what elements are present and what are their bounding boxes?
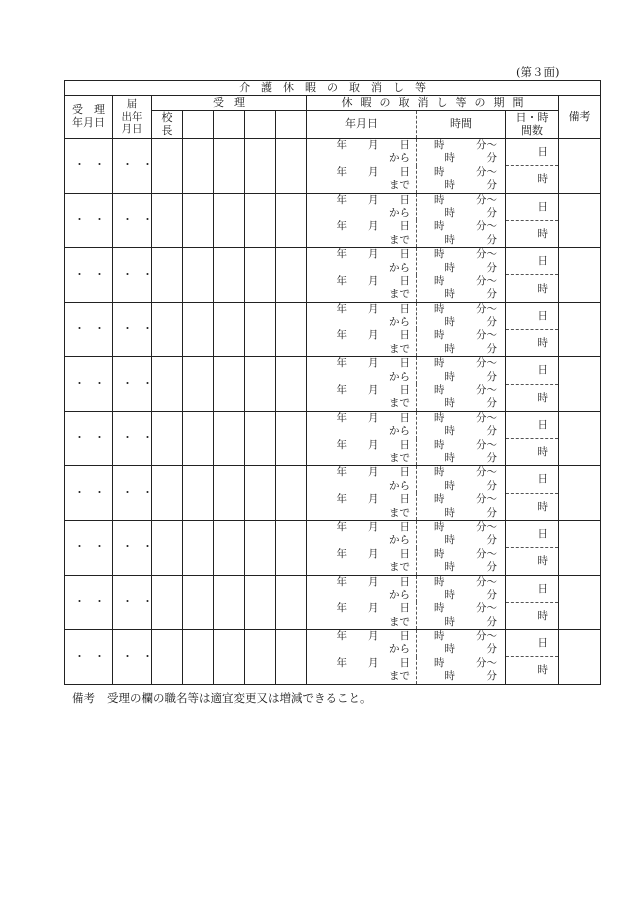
days-count-cell[interactable]: 日 (506, 520, 559, 547)
period-time-cell[interactable] (417, 575, 506, 630)
header-approver-blank (183, 111, 214, 139)
period-date-cell[interactable] (307, 630, 417, 685)
date-from-line: 年 月 日 (336, 411, 410, 424)
period-time-cell[interactable] (417, 248, 506, 303)
header-received-date: 受 理 年月日 (65, 96, 113, 139)
time-to-line: 時 分～ (434, 493, 497, 506)
remarks-cell[interactable] (559, 302, 601, 357)
remarks-cell[interactable] (559, 139, 601, 194)
table-row (65, 248, 601, 275)
hours-count-cell[interactable]: 時 (506, 275, 559, 302)
footnote (72, 690, 372, 706)
period-time-cell[interactable] (417, 630, 506, 685)
date-from-line: 年 月 日 (336, 630, 410, 643)
received-date-cell[interactable]: ・・ (65, 520, 113, 575)
time-to-line: 時 分～ (434, 274, 497, 287)
time-from-end: 時 分 (444, 152, 497, 165)
submitted-date-cell[interactable]: ・・ (113, 302, 152, 357)
approver-stamp-cell[interactable] (245, 520, 276, 575)
table-row (65, 411, 601, 438)
remarks-cell[interactable] (559, 630, 601, 685)
header-approver-blank (245, 111, 276, 139)
received-date-cell[interactable]: ・・ (65, 575, 113, 630)
period-time-cell[interactable] (417, 302, 506, 357)
date-from-line: 年 月 日 (336, 357, 410, 370)
date-from-suffix: から (389, 152, 410, 165)
time-from-line: 時 分～ (434, 248, 497, 261)
submitted-date-cell[interactable]: ・・ (113, 248, 152, 303)
date-to-suffix: まで (389, 451, 410, 464)
table-row (65, 466, 601, 493)
approver-stamp-cell[interactable] (183, 630, 214, 685)
time-to-end: 時 分 (444, 615, 497, 628)
table-row (65, 302, 601, 329)
date-to-suffix: まで (389, 233, 410, 246)
header-time: 時間 (417, 111, 506, 139)
time-from-end: 時 分 (444, 370, 497, 383)
days-count-cell[interactable]: 日 (506, 139, 559, 166)
approver-stamp-cell[interactable] (214, 575, 245, 630)
date-to-line: 年 月 日 (336, 438, 410, 451)
approver-stamp-cell[interactable] (214, 630, 245, 685)
received-date-cell[interactable]: ・・ (65, 630, 113, 685)
period-date-cell[interactable] (307, 466, 417, 521)
table-row (65, 193, 601, 220)
hours-count-cell[interactable]: 時 (506, 439, 559, 466)
approver-stamp-cell[interactable] (214, 248, 245, 303)
period-time-cell[interactable] (417, 411, 506, 466)
period-time-cell[interactable] (417, 139, 506, 194)
submitted-date-cell[interactable]: ・・ (113, 520, 152, 575)
header-submitted-date: 届 出年 月日 (113, 96, 152, 139)
received-date-cell[interactable]: ・・ (65, 466, 113, 521)
approver-stamp-cell[interactable] (183, 575, 214, 630)
approver-stamp-cell[interactable] (245, 466, 276, 521)
submitted-date-cell[interactable]: ・・ (113, 193, 152, 248)
approver-stamp-cell[interactable] (276, 139, 307, 194)
hours-count-cell[interactable]: 時 (506, 384, 559, 411)
date-from-line: 年 月 日 (336, 520, 410, 533)
date-to-line: 年 月 日 (336, 329, 410, 342)
approver-stamp-cell[interactable] (276, 630, 307, 685)
table-row (65, 520, 601, 547)
time-from-end: 時 分 (444, 534, 497, 547)
approver-stamp-cell[interactable] (276, 302, 307, 357)
remarks-cell[interactable] (559, 357, 601, 412)
header-remarks: 備考 (559, 96, 601, 139)
date-to-line: 年 月 日 (336, 220, 410, 233)
remarks-cell[interactable] (559, 575, 601, 630)
days-count-cell[interactable]: 日 (506, 248, 559, 275)
approver-stamp-cell[interactable] (214, 466, 245, 521)
header-period: 休暇の取消し等の期間 (307, 96, 559, 111)
approver-stamp-cell[interactable] (183, 520, 214, 575)
approver-stamp-cell[interactable] (276, 193, 307, 248)
period-date-cell[interactable] (307, 193, 417, 248)
remarks-cell[interactable] (559, 411, 601, 466)
date-to-line: 年 月 日 (336, 274, 410, 287)
date-from-suffix: から (389, 316, 410, 329)
received-date-cell[interactable]: ・・ (65, 302, 113, 357)
date-from-suffix: から (389, 425, 410, 438)
date-from-suffix: から (389, 643, 410, 656)
date-from-suffix: から (389, 370, 410, 383)
header-days-hours: 日・時 間数 (506, 111, 559, 139)
table-title: 介護休暇の取消し等 (65, 81, 601, 96)
approver-stamp-cell[interactable] (214, 520, 245, 575)
submitted-date-cell[interactable]: ・・ (113, 575, 152, 630)
period-date-cell[interactable] (307, 302, 417, 357)
received-date-cell[interactable]: ・・ (65, 357, 113, 412)
approver-stamp-cell[interactable] (245, 357, 276, 412)
time-from-line: 時 分～ (434, 411, 497, 424)
table-row (65, 575, 601, 602)
period-date-cell[interactable] (307, 248, 417, 303)
date-to-line: 年 月 日 (336, 656, 410, 669)
approver-stamp-cell[interactable] (183, 193, 214, 248)
time-from-end: 時 分 (444, 643, 497, 656)
received-date-cell[interactable]: ・・ (65, 139, 113, 194)
days-count-cell[interactable]: 日 (506, 466, 559, 493)
approver-stamp-cell[interactable] (214, 357, 245, 412)
remarks-cell[interactable] (559, 520, 601, 575)
footnote-text: 受理の欄の職名等は適宜変更又は増減できること。 (107, 691, 372, 705)
approver-stamp-cell[interactable] (214, 302, 245, 357)
approver-stamp-cell[interactable] (276, 411, 307, 466)
time-to-line: 時 分～ (434, 220, 497, 233)
date-to-line: 年 月 日 (336, 547, 410, 560)
approver-stamp-cell[interactable] (245, 630, 276, 685)
hours-count-cell[interactable]: 時 (506, 166, 559, 193)
period-date-cell[interactable] (307, 520, 417, 575)
approver-stamp-cell[interactable] (245, 575, 276, 630)
date-from-line: 年 月 日 (336, 248, 410, 261)
approver-stamp-cell[interactable] (214, 411, 245, 466)
hours-count-cell[interactable]: 時 (506, 220, 559, 247)
time-from-end: 時 分 (444, 479, 497, 492)
page-number: (第３面) (516, 65, 560, 79)
date-to-suffix: まで (389, 561, 410, 574)
date-from-line: 年 月 日 (336, 575, 410, 588)
date-to-suffix: まで (389, 288, 410, 301)
time-from-line: 時 分～ (434, 139, 497, 151)
date-to-suffix: まで (389, 342, 410, 355)
table-row (65, 139, 601, 166)
period-time-cell[interactable] (417, 357, 506, 412)
time-from-end: 時 分 (444, 206, 497, 219)
approver-stamp-cell[interactable] (245, 193, 276, 248)
approver-stamp-cell[interactable] (245, 302, 276, 357)
time-from-line: 時 分～ (434, 630, 497, 643)
hours-count-cell[interactable]: 時 (506, 657, 559, 684)
hours-count-cell[interactable]: 時 (506, 329, 559, 356)
period-time-cell[interactable] (417, 520, 506, 575)
approver-stamp-cell[interactable] (183, 357, 214, 412)
header-approver-blank (214, 111, 245, 139)
time-from-line: 時 分～ (434, 193, 497, 206)
date-from-suffix: から (389, 588, 410, 601)
submitted-date-cell[interactable]: ・・ (113, 411, 152, 466)
submitted-date-cell[interactable]: ・・ (113, 630, 152, 685)
date-to-suffix: まで (389, 615, 410, 628)
date-from-line: 年 月 日 (336, 302, 410, 315)
time-from-line: 時 分～ (434, 520, 497, 533)
approver-stamp-cell[interactable] (183, 248, 214, 303)
approver-stamp-cell[interactable] (245, 139, 276, 194)
days-count-cell[interactable]: 日 (506, 357, 559, 384)
header-principal: 校 長 (152, 111, 183, 139)
remarks-cell[interactable] (559, 466, 601, 521)
received-date-cell[interactable]: ・・ (65, 248, 113, 303)
period-time-cell[interactable] (417, 193, 506, 248)
submitted-date-cell[interactable]: ・・ (113, 466, 152, 521)
date-from-suffix: から (389, 534, 410, 547)
time-to-end: 時 分 (444, 561, 497, 574)
table-row (65, 357, 601, 384)
approver-stamp-cell[interactable] (183, 466, 214, 521)
date-from-line: 年 月 日 (336, 139, 410, 151)
date-to-suffix: まで (389, 397, 410, 410)
approver-stamp-cell[interactable] (183, 411, 214, 466)
period-date-cell[interactable] (307, 575, 417, 630)
hours-count-cell[interactable]: 時 (506, 493, 559, 520)
approver-stamp-cell[interactable] (214, 193, 245, 248)
date-to-suffix: まで (389, 670, 410, 683)
date-to-line: 年 月 日 (336, 602, 410, 615)
period-date-cell[interactable] (307, 139, 417, 194)
time-to-end: 時 分 (444, 506, 497, 519)
time-to-line: 時 分～ (434, 329, 497, 342)
date-to-line: 年 月 日 (336, 493, 410, 506)
date-from-line: 年 月 日 (336, 193, 410, 206)
approver-stamp-cell[interactable] (276, 520, 307, 575)
time-from-end: 時 分 (444, 425, 497, 438)
time-from-line: 時 分～ (434, 357, 497, 370)
approver-stamp-cell[interactable] (276, 575, 307, 630)
remarks-cell[interactable] (559, 248, 601, 303)
days-count-cell[interactable]: 日 (506, 302, 559, 329)
time-from-end: 時 分 (444, 316, 497, 329)
period-date-cell[interactable] (307, 411, 417, 466)
received-date-cell[interactable]: ・・ (65, 193, 113, 248)
time-to-line: 時 分～ (434, 656, 497, 669)
time-to-line: 時 分～ (434, 438, 497, 451)
submitted-date-cell[interactable]: ・・ (113, 357, 152, 412)
received-date-cell[interactable]: ・・ (65, 411, 113, 466)
header-uketsuke: 受理 (152, 96, 307, 111)
date-to-line: 年 月 日 (336, 384, 410, 397)
approver-stamp-cell[interactable] (276, 466, 307, 521)
approver-stamp-cell[interactable] (276, 357, 307, 412)
time-from-end: 時 分 (444, 261, 497, 274)
time-from-line: 時 分～ (434, 466, 497, 479)
remarks-cell[interactable] (559, 193, 601, 248)
time-to-end: 時 分 (444, 342, 497, 355)
approver-stamp-cell[interactable] (245, 411, 276, 466)
days-count-cell[interactable]: 日 (506, 193, 559, 220)
time-from-end: 時 分 (444, 588, 497, 601)
hours-count-cell[interactable]: 時 (506, 548, 559, 575)
date-from-suffix: から (389, 261, 410, 274)
approver-stamp-cell[interactable] (183, 302, 214, 357)
date-from-suffix: から (389, 206, 410, 219)
footnote-label: 備考 (72, 691, 95, 705)
approver-stamp-cell[interactable] (214, 139, 245, 194)
time-from-line: 時 分～ (434, 575, 497, 588)
days-count-cell[interactable]: 日 (506, 630, 559, 657)
date-to-line: 年 月 日 (336, 165, 410, 178)
submitted-date-cell[interactable]: ・・ (113, 139, 152, 194)
time-to-line: 時 分～ (434, 384, 497, 397)
days-count-cell[interactable]: 日 (506, 411, 559, 438)
time-to-line: 時 分～ (434, 602, 497, 615)
approver-stamp-cell[interactable] (183, 139, 214, 194)
table-row (65, 630, 601, 657)
time-to-end: 時 分 (444, 179, 497, 192)
approver-stamp-cell[interactable] (276, 248, 307, 303)
hours-count-cell[interactable]: 時 (506, 602, 559, 629)
time-to-end: 時 分 (444, 451, 497, 464)
period-time-cell[interactable] (417, 466, 506, 521)
header-approver-blank (276, 111, 307, 139)
date-from-suffix: から (389, 479, 410, 492)
time-to-end: 時 分 (444, 288, 497, 301)
time-to-end: 時 分 (444, 670, 497, 683)
period-date-cell[interactable] (307, 357, 417, 412)
time-to-line: 時 分～ (434, 547, 497, 560)
date-to-suffix: まで (389, 506, 410, 519)
time-from-line: 時 分～ (434, 302, 497, 315)
date-to-suffix: まで (389, 179, 410, 192)
leave-cancellation-table (64, 80, 601, 685)
time-to-line: 時 分～ (434, 165, 497, 178)
days-count-cell[interactable]: 日 (506, 575, 559, 602)
header-date: 年月日 (307, 111, 417, 139)
date-from-line: 年 月 日 (336, 466, 410, 479)
time-to-end: 時 分 (444, 233, 497, 246)
time-to-end: 時 分 (444, 397, 497, 410)
approver-stamp-cell[interactable] (245, 248, 276, 303)
